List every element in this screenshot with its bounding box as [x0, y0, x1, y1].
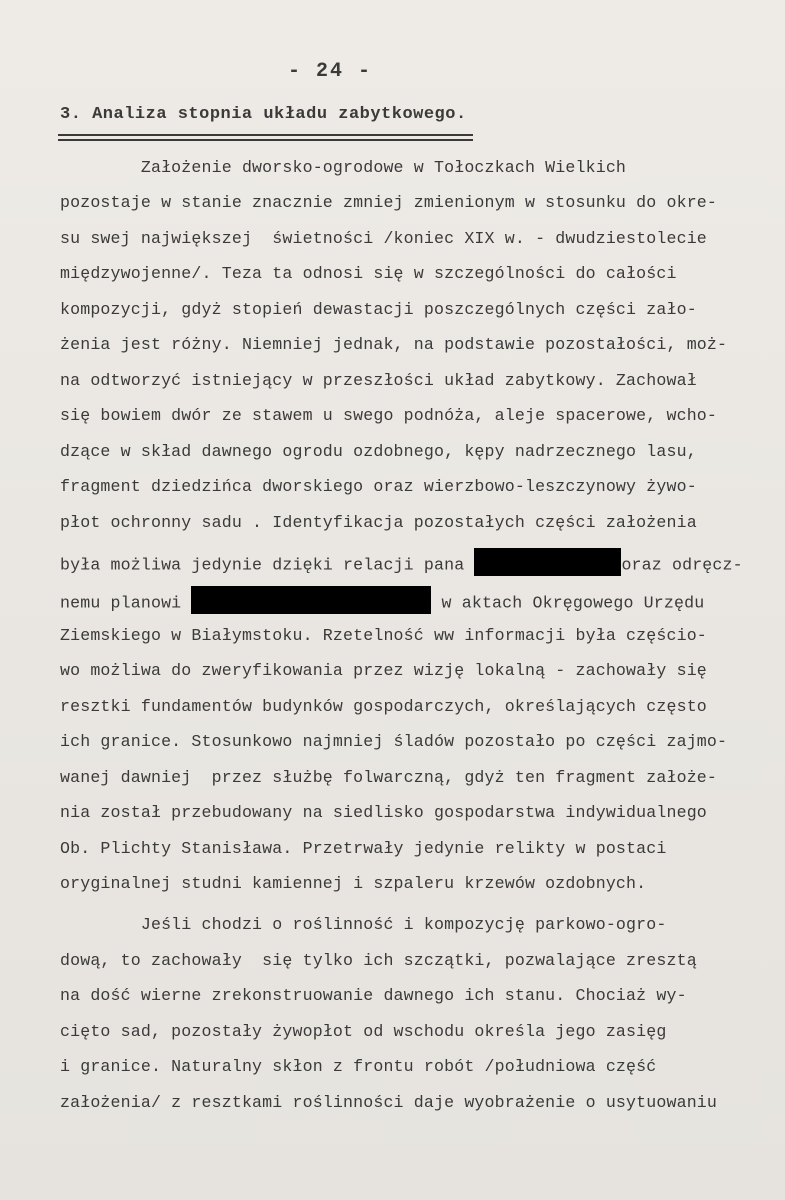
- text-line: dową, to zachowały się tylko ich szczątki, pozwalające zresztą: [60, 951, 697, 970]
- text-line: pozostaje w stanie znacznie zmniej zmienionym w stosunku do okre-: [60, 193, 718, 212]
- text-segment: była możliwa jedynie dzięki relacji pana: [60, 555, 465, 575]
- redaction-block: [191, 586, 431, 614]
- text-line: międzywojenne/. Teza ta odnosi się w szczególności do całości: [60, 264, 677, 283]
- text-segment: oraz odręcz-: [621, 555, 743, 575]
- text-line: Ziemskiego w Białymstoku. Rzetelność ww informacji była częścio-: [60, 626, 707, 645]
- text-line: ich granice. Stosunkowo najmniej śladów pozostało po części zajmo-: [60, 732, 728, 751]
- redaction-block: [474, 548, 621, 576]
- page-number: - 24 -: [287, 60, 372, 83]
- text-line-redacted: [60, 554, 743, 576]
- text-line: dzące w skład dawnego ogrodu ozdobnego, kępy nadrzecznego lasu,: [60, 442, 697, 461]
- text-segment: nemu planowi: [60, 593, 182, 613]
- text-line: i granice. Naturalny skłon z frontu robót /południowa część: [60, 1057, 657, 1076]
- heading-underline: [58, 134, 473, 136]
- text-line-redacted: [60, 592, 704, 614]
- text-line: Jeśli chodzi o roślinność i kompozycję parkowo-ogro-: [60, 915, 667, 934]
- text-line: Ob. Plichty Stanisława. Przetrwały jedynie relikty w postaci: [60, 839, 667, 858]
- text-line: Założenie dworsko-ogrodowe w Tołoczkach Wielkich: [60, 158, 627, 177]
- text-line: resztki fundamentów budynków gospodarczych, określających często: [60, 697, 707, 716]
- text-segment: w aktach Okręgowego Urzędu: [441, 593, 705, 613]
- text-line: oryginalnej studni kamiennej i szpaleru krzewów ozdobnych.: [60, 874, 647, 893]
- section-heading: 3. Analiza stopnia układu zabytkowego.: [60, 105, 467, 124]
- text-line: na odtworzyć istniejący w przeszłości układ zabytkowy. Zachował: [60, 371, 697, 390]
- text-line: się bowiem dwór ze stawem u swego podnóża, aleje spacerowe, wcho-: [60, 406, 718, 425]
- text-line: su swej największej świetności /koniec XIX w. - dwudziestolecie: [60, 229, 707, 248]
- text-line: nia został przebudowany na siedlisko gospodarstwa indywidualnego: [60, 803, 707, 822]
- text-line: na dość wierne zrekonstruowanie dawnego ich stanu. Chociaż wy-: [60, 986, 687, 1005]
- text-line: żenia jest różny. Niemniej jednak, na podstawie pozostałości, moż-: [60, 335, 728, 354]
- text-line: założenia/ z resztkami roślinności daje wyobrażenie o usytuowaniu: [60, 1093, 718, 1112]
- text-line: płot ochronny sadu . Identyfikacja pozostałych części założenia: [60, 513, 697, 532]
- text-line: wo możliwa do zweryfikowania przez wizję lokalną - zachowały się: [60, 661, 707, 680]
- heading-underline-double: [58, 139, 473, 141]
- text-line: cięto sad, pozostały żywopłot od wschodu określa jego zasięg: [60, 1022, 667, 1041]
- text-line: wanej dawniej przez służbę folwarczną, gdyż ten fragment założe-: [60, 768, 718, 787]
- text-line: kompozycji, gdyż stopień dewastacji poszczególnych części zało-: [60, 300, 697, 319]
- text-line: fragment dziedzińca dworskiego oraz wierzbowo-leszczynowy żywo-: [60, 477, 697, 496]
